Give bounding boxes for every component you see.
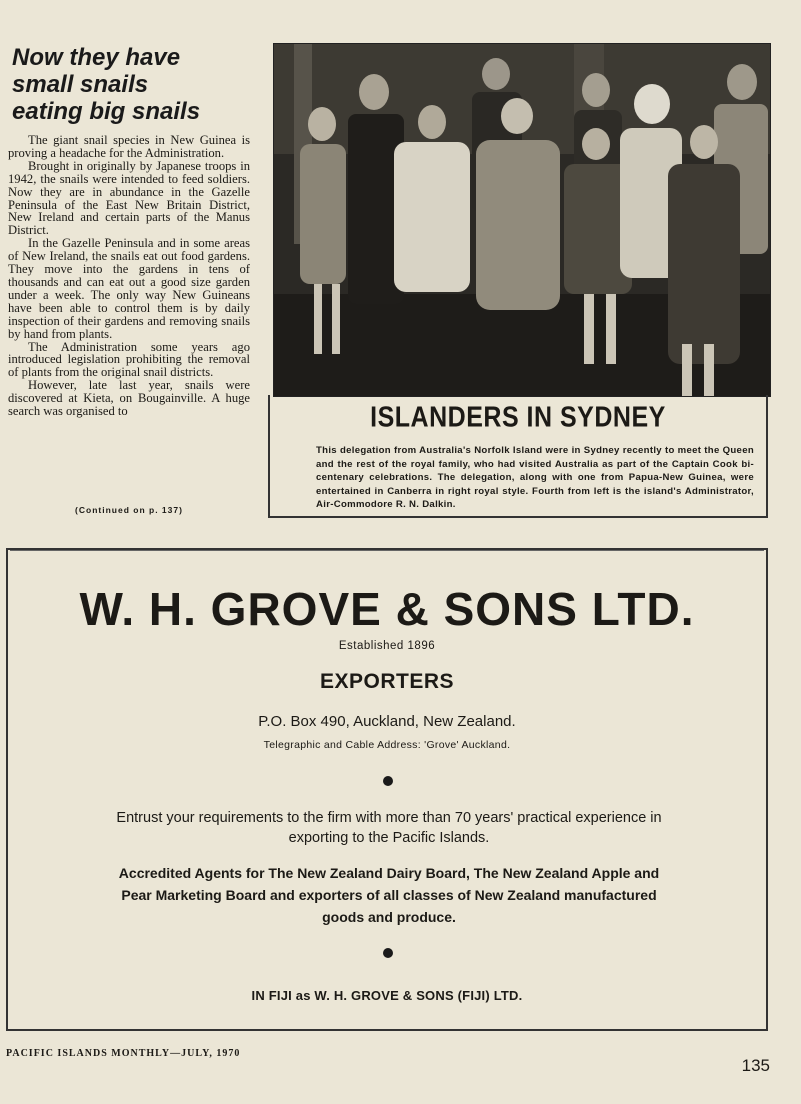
caption-text: This delegation from Australia's Norfolk Island were in Sydney recently to meet the Queen and the rest of the royal family, who had visited Australia as part of the Captain Cook bi-centenary celebrations. The delegation, along with one from Papua-New Guinea, were entertained in Canberra in right royal style. Fourth from left is the island's Administrator, Air-Commodore R. N. Dalkin. <box>316 445 754 511</box>
article-paragraph: Brought in originally by Japanese troops in 1942, the snails were intended to feed soldiers. Now they are in abundance in the Gazelle Peninsula of the East New Britain District, New Ireland and certain parts of the Manus District. <box>8 158 250 238</box>
article-title-line: Now they have <box>12 44 181 71</box>
company-name: W. H. GROVE & SONS LTD. <box>79 583 695 635</box>
entrust-text: Entrust your requirements to the firm with more than 70 years' practical experience in exporting to the Pacific Islands. <box>116 810 662 846</box>
telegraph-line: Telegraphic and Cable Address: 'Grove' Auckland. <box>263 739 511 751</box>
bullet-dot-icon <box>383 776 393 786</box>
article-continued-note: (Continued on p. 137) <box>75 505 183 515</box>
advertisement <box>6 548 768 1031</box>
article-title-line: small snails <box>12 71 149 98</box>
page-number: 135 <box>741 1056 770 1075</box>
photo-caption-box <box>268 395 768 518</box>
bullet-dot-icon <box>383 948 393 958</box>
article-paragraph: However, late last year, snails were discovered at Kieta, on Bougainville. A huge search was organised to <box>8 378 250 419</box>
address-line: P.O. Box 490, Auckland, New Zealand. <box>258 713 516 730</box>
role-heading: EXPORTERS <box>319 670 455 693</box>
article-title <box>12 44 262 125</box>
article-body <box>8 134 250 418</box>
article-paragraph: The Administration some years ago introduced legislation prohibiting the removal of plants from the original snail districts. <box>8 339 250 380</box>
accredited-text: Accredited Agents for The New Zealand Dairy Board, The New Zealand Apple and Pear Marketing Board and exporters of all classes of New Zealand manufactured goods and produce. <box>118 865 660 925</box>
established-line: Established 1896 <box>338 640 436 652</box>
caption-title: ISLANDERS IN SYDNEY <box>370 401 666 434</box>
delegation-photo <box>273 43 771 397</box>
article-paragraph: The giant snail species in New Guinea is proving a headache for the Administration. <box>8 133 250 160</box>
publication-footer: PACIFIC ISLANDS MONTHLY—JULY, 1970 <box>6 1048 241 1059</box>
article-paragraph: In the Gazelle Peninsula and in some areas of New Ireland, the snails eat out food gardens. They move into the gardens in tens of thousands and can eat out a good size garden under a week. The only way New Guineans have been able to control them is by daily inspection of their gardens and removing snails by hand from plants. <box>8 236 250 341</box>
fiji-line: IN FIJI as W. H. GROVE & SONS (FIJI) LTD. <box>251 988 523 1003</box>
article-title-line: eating big snails <box>12 98 201 125</box>
photo-illustration <box>274 44 770 396</box>
